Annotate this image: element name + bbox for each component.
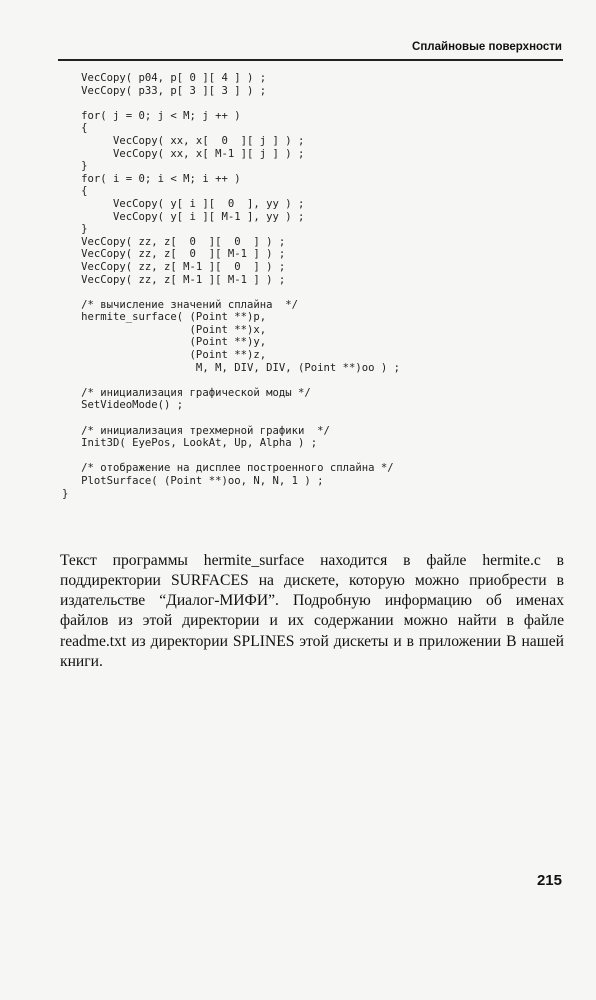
code-line: } [62, 160, 88, 173]
code-line: /* инициализация трехмерной графики */ [62, 424, 330, 437]
code-line: M, M, DIV, DIV, (Point **)oo ) ; [62, 361, 401, 374]
code-line: for( j = 0; j < M; j ++ ) [62, 109, 241, 122]
code-line [62, 286, 562, 299]
page-number: 215 [536, 872, 562, 889]
code-line: VecCopy( zz, z[ 0 ][ M-1 ] ) ; [62, 248, 286, 261]
code-line: (Point **)y, [62, 336, 267, 349]
code-line: { [62, 185, 88, 198]
code-line: Init3D( EyePos, LookAt, Up, Alpha ) ; [62, 437, 318, 450]
code-line: } [62, 223, 88, 236]
code-line: /* вычисление значений сплайна */ [62, 298, 298, 311]
code-listing [62, 72, 562, 500]
running-header-title: Сплайновые поверхности [412, 41, 562, 53]
code-line: hermite_surface( (Point **)p, [62, 311, 267, 324]
code-line: VecCopy( xx, x[ M-1 ][ j ] ) ; [62, 147, 305, 160]
code-line: VecCopy( zz, z[ M-1 ][ 0 ] ) ; [62, 260, 286, 273]
code-line: /* отображение на дисплее построенного сплайна */ [62, 462, 394, 475]
code-line: } [62, 487, 69, 500]
header-rule [58, 59, 563, 61]
body-paragraph: Текст программы hermite_surface находится в файле hermite.c в поддиректории SURFACES на дискете, которую можно приобрести в издательстве “Диалог-МИФИ”. Подробную информацию об именах файлов из этой директории и их содержании можно найти в файле readme.txt из директории SPLINES этой дискеты и в приложении В нашей книги. [60, 551, 564, 671]
code-line: VecCopy( zz, z[ M-1 ][ M-1 ] ) ; [62, 273, 286, 286]
code-line: VecCopy( y[ i ][ M-1 ], yy ) ; [62, 210, 305, 223]
code-line [62, 450, 562, 463]
code-line: PlotSurface( (Point **)oo, N, N, 1 ) ; [62, 475, 324, 487]
code-line: /* инициализация графической моды */ [62, 386, 311, 399]
code-line: VecCopy( p33, p[ 3 ][ 3 ] ) ; [62, 84, 267, 97]
code-line [62, 374, 562, 387]
code-line: VecCopy( y[ i ][ 0 ], yy ) ; [62, 197, 305, 210]
code-line: VecCopy( p04, p[ 0 ][ 4 ] ) ; [62, 72, 267, 84]
code-line: VecCopy( zz, z[ 0 ][ 0 ] ) ; [62, 235, 286, 248]
code-line: SetVideoMode() ; [62, 399, 184, 412]
code-line: for( i = 0; i < M; i ++ ) [62, 172, 241, 185]
code-line: (Point **)z, [62, 349, 267, 362]
code-line: VecCopy( xx, x[ 0 ][ j ] ) ; [62, 134, 305, 147]
code-line [62, 97, 562, 110]
code-line: { [62, 122, 88, 135]
code-line [62, 412, 562, 425]
code-line: (Point **)x, [62, 323, 267, 336]
